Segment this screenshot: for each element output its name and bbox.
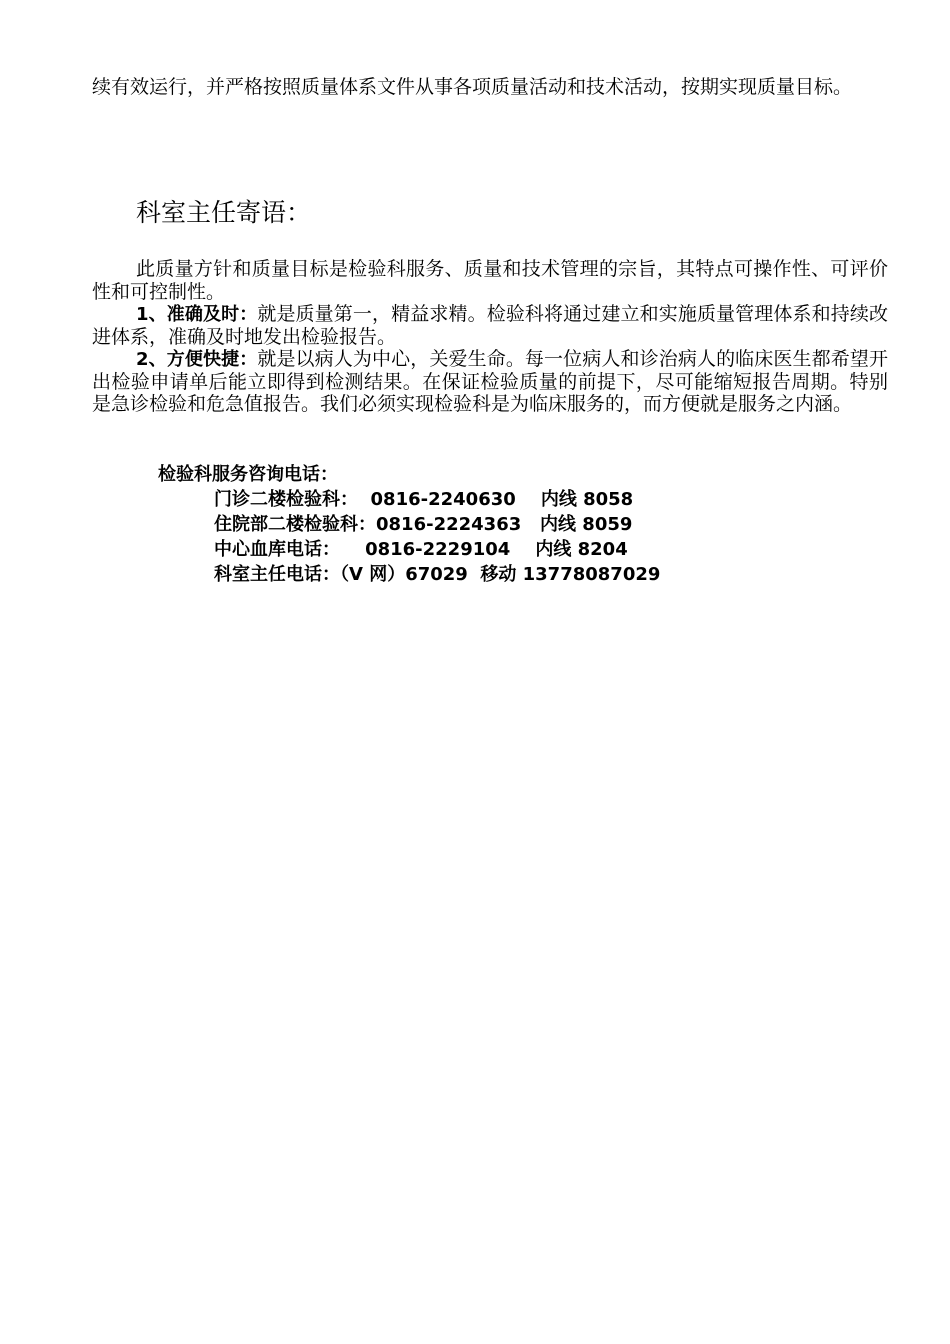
contact-line-inpatient: 住院部二楼检验科：0816-2224363 内线 8059 bbox=[214, 514, 633, 535]
paragraph-text: 就是以病人为中心，关爱生命。每一位病人和诊治病人的临床医生都希望开出检验申请单后能立即得到检测结果。在保证检验质量的前提下，尽可能缩短报告周期。特别是急诊检验和危急值报告。我们必须实现检验科是为临床服务的，而方便就是服务之内涵。 bbox=[92, 348, 888, 415]
intro-paragraph bbox=[92, 76, 888, 98]
paragraph-convenient-fast bbox=[92, 348, 888, 415]
paragraph-lead: 1、准确及时： bbox=[136, 304, 258, 325]
message-body bbox=[92, 258, 888, 415]
intro-text: 续有效运行，并严格按照质量体系文件从事各项质量活动和技术活动，按期实现质量目标。 bbox=[92, 76, 853, 98]
contact-line-outpatient: 门诊二楼检验科： 0816-2240630 内线 8058 bbox=[214, 489, 634, 510]
contact-line-blood-bank: 中心血库电话： 0816-2229104 内线 8204 bbox=[214, 539, 628, 560]
contact-line-director: 科室主任电话：（V 网）67029 移动 13778087029 bbox=[214, 564, 661, 585]
contact-title: 检验科服务咨询电话： bbox=[158, 464, 338, 485]
paragraph-accurate-timely bbox=[92, 303, 888, 348]
paragraph-text: 就是质量第一，精益求精。检验科将通过建立和实施质量管理体系和持续改进体系，准确及时地发出检验报告。 bbox=[92, 303, 888, 348]
paragraph-text: 此质量方针和质量目标是检验科服务、质量和技术管理的宗旨，其特点可操作性、可评价性和可控制性。 bbox=[92, 258, 888, 303]
contact-block bbox=[158, 462, 660, 587]
paragraph-lead: 2、方便快捷： bbox=[136, 349, 258, 370]
section-heading: 科室主任寄语： bbox=[136, 198, 312, 227]
paragraph-principle bbox=[92, 258, 888, 303]
